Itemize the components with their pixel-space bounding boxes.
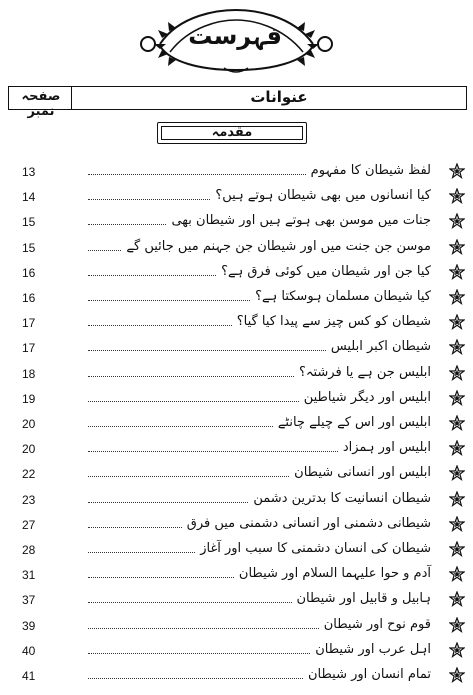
page-number: 39 [22,619,36,633]
star-bullet-icon [449,390,465,406]
star-bullet-icon [449,617,465,633]
dot-leader [88,376,294,377]
toc-entry [0,464,473,486]
star-bullet-icon [449,491,465,507]
dot-leader [88,577,234,578]
page-number-header: صفحہ نمبر [21,89,61,119]
entry-title: آدم و حوا علیہما السلام اور شیطان [236,566,431,581]
entry-title: شیطان کی انسان دشمنی کا سبب اور آغاز [197,541,431,556]
toc-entry [0,414,473,436]
toc-entry [0,263,473,285]
star-bullet-icon [449,188,465,204]
toc-entry [0,187,473,209]
star-bullet-icon [449,440,465,456]
topics-header: عنوانات [250,88,308,106]
page-number: 37 [22,593,36,607]
entry-title: لفظ شیطان کا مفہوم [308,163,431,178]
star-bullet-icon [449,264,465,280]
page-number: 31 [22,568,36,582]
toc-entry [0,338,473,360]
entry-title: کیا جن اور شیطان میں کوئی فرق ہے؟ [218,264,431,279]
toc-entry [0,565,473,587]
dot-leader [88,476,289,477]
toc-entry [0,439,473,461]
star-bullet-icon [449,667,465,683]
star-bullet-icon [449,163,465,179]
dot-leader [88,174,306,175]
section-title: مقدمہ [157,122,307,144]
page-number: 23 [22,493,36,507]
toc-entry [0,540,473,562]
dot-leader [88,224,166,225]
entry-title: ابلیس جن ہے یا فرشتہ؟ [296,365,431,380]
star-bullet-icon [449,591,465,607]
dot-leader [88,502,248,503]
star-bullet-icon [449,415,465,431]
page-number: 16 [22,266,36,280]
toc-entry [0,288,473,310]
star-bullet-icon [449,289,465,305]
toc-entry [0,162,473,184]
entry-title: کیا انسانوں میں بھی شیطان ہوتے ہیں؟ [212,188,431,203]
entry-title: اہل عرب اور شیطان [312,642,431,657]
dot-leader [88,300,250,301]
dot-leader [88,653,310,654]
dot-leader [88,250,121,251]
toc-entry [0,364,473,386]
entry-title: ابلیس اور انسانی شیطان [291,465,431,480]
page-number: 22 [22,467,36,481]
dot-leader [88,552,195,553]
star-bullet-icon [449,541,465,557]
dot-leader [88,451,338,452]
dot-leader [88,325,232,326]
entry-title: شیطانی دشمنی اور انسانی دشمنی میں فرق [184,516,431,531]
toc-entry [0,389,473,411]
star-bullet-icon [449,339,465,355]
star-bullet-icon [449,642,465,658]
page-number: 14 [22,190,36,204]
star-bullet-icon [449,516,465,532]
toc-entry [0,313,473,335]
entry-title: تمام انسان اور شیطان [305,667,431,682]
star-bullet-icon [449,365,465,381]
toc-entry [0,490,473,512]
star-bullet-icon [449,566,465,582]
entry-title: کیا شیطان مسلمان ہوسکتا ہے؟ [252,289,431,304]
entry-title: جنات میں موسن بھی ہوتے ہیں اور شیطان بھی [168,213,431,228]
toc-entry [0,212,473,234]
entry-title: شیطان انسانیت کا بدترین دشمن [250,491,431,506]
entry-title: ابلیس اور اس کے چیلے چانٹے [275,415,431,430]
toc-entry [0,515,473,537]
star-bullet-icon [449,239,465,255]
page-number: 13 [22,165,36,179]
page-number: 28 [22,543,36,557]
column-header [8,86,467,119]
column-divider [71,87,72,109]
page-number: 17 [22,316,36,330]
entry-title: موسن جن جنت میں اور شیطان جن جہنم میں جائیں گے [123,239,431,254]
page-number: 19 [22,392,36,406]
dot-leader [88,401,299,402]
page-number: 17 [22,341,36,355]
dot-leader [88,275,216,276]
toc-entry [0,641,473,663]
page-number: 15 [22,215,36,229]
page-title: فہرست [188,22,282,50]
page-number: 41 [22,669,36,683]
entry-title: قوم نوح اور شیطان [321,617,431,632]
toc-entry [0,238,473,260]
dot-leader [88,678,303,679]
toc-entry [0,616,473,638]
dot-leader [88,628,319,629]
page-number: 40 [22,644,36,658]
entry-title: شیطان اکبر ابلیس [328,339,431,354]
dot-leader [88,426,273,427]
toc-entry [0,590,473,612]
page-number: 16 [22,291,36,305]
page-number: 15 [22,241,36,255]
dot-leader [88,199,210,200]
header [0,0,473,82]
dot-leader [88,602,292,603]
entry-title: شیطان کو کس چیز سے پیدا کیا گیا؟ [234,314,431,329]
page-number: 20 [22,417,36,431]
page-number: 20 [22,442,36,456]
page-number: 27 [22,518,36,532]
star-bullet-icon [449,314,465,330]
star-bullet-icon [449,465,465,481]
entry-title: ابلیس اور ہمزاد [340,440,431,455]
entry-title: ہابیل و قابیل اور شیطان [294,591,432,606]
dot-leader [88,527,182,528]
dot-leader [88,350,326,351]
star-bullet-icon [449,213,465,229]
entry-title: ابلیس اور دیگر شیاطین [301,390,431,405]
page-number: 18 [22,367,36,381]
toc-entry [0,666,473,688]
